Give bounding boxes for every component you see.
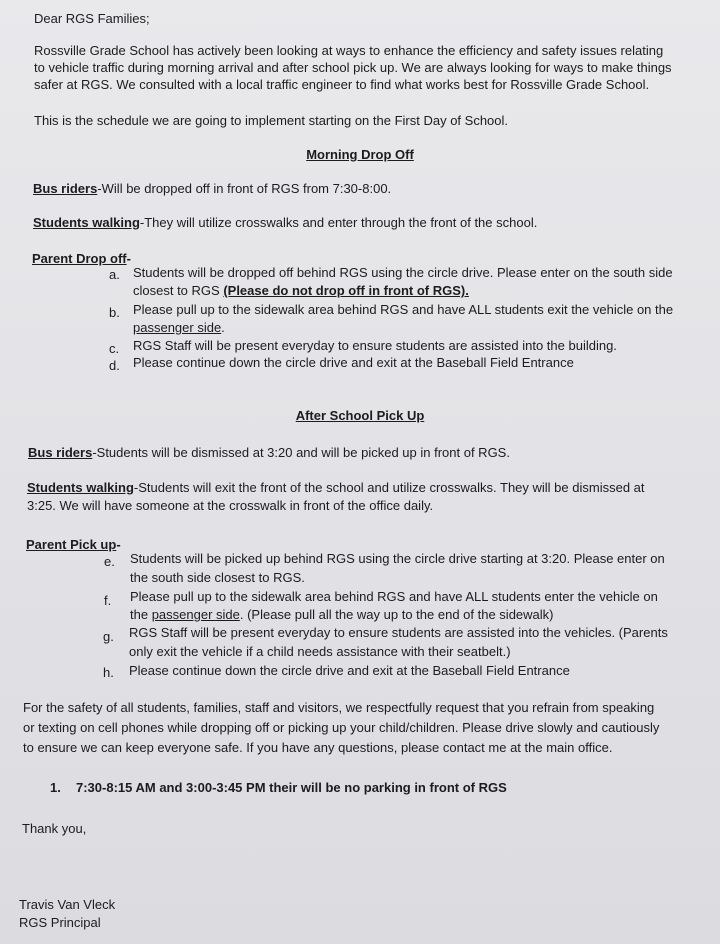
afternoon-bus-label: Bus riders: [28, 445, 93, 460]
parking-marker: 1.: [50, 780, 61, 795]
afternoon-heading: After School Pick Up: [295, 408, 425, 423]
item-d-marker: d.: [109, 358, 120, 373]
morning-walking-text: -They will utilize crosswalks and enter through the front of the school.: [139, 215, 538, 230]
intro-line-2: to vehicle traffic during morning arrival and after school pick up. We are always looking for ways to make things: [34, 60, 672, 75]
morning-bus-riders: [33, 180, 391, 197]
parent-pick-up-label: Parent Pick up: [26, 537, 117, 552]
item-b-marker: b.: [109, 305, 120, 320]
item-g-marker: g.: [103, 629, 114, 644]
item-b-passenger-side: passenger side: [133, 320, 222, 335]
parent-pick-up-heading: [26, 536, 121, 553]
item-f-line-2-pre: the: [130, 607, 152, 622]
item-a-line-2-text: closest to RGS: [133, 283, 224, 298]
item-a-marker: a.: [109, 267, 120, 282]
afternoon-walking-label: Students walking: [27, 480, 134, 495]
item-d-line-1: Please continue down the circle drive and exit at the Baseball Field Entrance: [133, 355, 574, 370]
parent-pick-up-suffix: -: [116, 537, 121, 552]
salutation: Dear RGS Families;: [34, 11, 150, 26]
item-c-line-1: RGS Staff will be present everyday to ensure students are assisted into the building.: [133, 338, 617, 353]
morning-walking-label: Students walking: [33, 215, 140, 230]
item-e-line-1: Students will be picked up behind RGS using the circle drive starting at 3:20. Please enter on: [130, 551, 665, 566]
afternoon-walking-text: -Students will exit the front of the school and utilize crosswalks. They will be dismissed at: [133, 480, 645, 495]
intro-line-1: Rossville Grade School has actively been looking at ways to enhance the efficiency and safety issues relating: [34, 43, 664, 58]
item-f-line-2: [130, 606, 553, 623]
item-a-line-2: [133, 282, 469, 299]
parent-drop-off-suffix: -: [126, 251, 131, 266]
closing: Thank you,: [22, 821, 87, 836]
item-f-passenger-side: passenger side: [151, 607, 240, 622]
item-e-line-2: the south side closest to RGS.: [130, 570, 305, 585]
parent-drop-off-heading: [32, 250, 131, 267]
morning-bus-label: Bus riders: [33, 181, 98, 196]
morning-bus-text: -Will be dropped off in front of RGS from 7:30-8:00.: [97, 181, 392, 196]
item-f-line-1: Please pull up to the sidewalk area behind RGS and have ALL students enter the vehicle on: [130, 589, 658, 604]
item-f-line-2-post: . (Please pull all the way up to the end of the sidewalk): [239, 607, 554, 622]
item-e-marker: e.: [104, 554, 115, 569]
safety-line-2: or texting on cell phones while dropping off or picking up your child/children. Please drive slowly and cautiously: [23, 720, 660, 735]
item-h-marker: h.: [103, 665, 114, 680]
item-b-tail: .: [221, 320, 225, 335]
item-g-line-2: only exit the vehicle if a child needs assistance with their seatbelt.): [129, 644, 511, 659]
afternoon-students-walking: [27, 479, 645, 496]
morning-heading: Morning Drop Off: [306, 147, 414, 162]
afternoon-bus-text: -Students will be dismissed at 3:20 and will be picked up in front of RGS.: [92, 445, 510, 460]
item-f-marker: f.: [104, 593, 112, 608]
intro-line-3: safer at RGS. We consulted with a local traffic engineer to find what works best for Rossville Grade School.: [34, 77, 650, 92]
item-a-line-1: Students will be dropped off behind RGS using the circle drive. Please enter on the south side: [133, 265, 673, 280]
item-b-line-2: [133, 319, 225, 336]
safety-line-1: For the safety of all students, families, staff and visitors, we respectfully request that you refrain from speaking: [23, 700, 655, 715]
signature-title: RGS Principal: [19, 915, 101, 930]
parent-drop-off-label: Parent Drop off: [32, 251, 127, 266]
signature-name: Travis Van Vleck: [19, 897, 116, 912]
morning-students-walking: [33, 214, 537, 231]
safety-line-3: to ensure we can keep everyone safe. If you have any questions, please contact me at the main office.: [23, 740, 613, 755]
item-g-line-1: RGS Staff will be present everyday to ensure students are assisted into the vehicles. (Parents: [129, 625, 668, 640]
item-h-line-1: Please continue down the circle drive and exit at the Baseball Field Entrance: [129, 663, 570, 678]
afternoon-walking-text-2: 3:25. We will have someone at the crosswalk in front of the office daily.: [27, 498, 434, 513]
item-a-emphasis: (Please do not drop off in front of RGS).: [223, 283, 469, 298]
afternoon-bus-riders: [28, 444, 510, 461]
parking-note: 7:30-8:15 AM and 3:00-3:45 PM their will be no parking in front of RGS: [76, 780, 507, 795]
schedule-intro: This is the schedule we are going to implement starting on the First Day of School.: [34, 113, 509, 128]
item-c-marker: c.: [109, 341, 120, 356]
item-b-line-1: Please pull up to the sidewalk area behind RGS and have ALL students exit the vehicle on the: [133, 302, 674, 317]
